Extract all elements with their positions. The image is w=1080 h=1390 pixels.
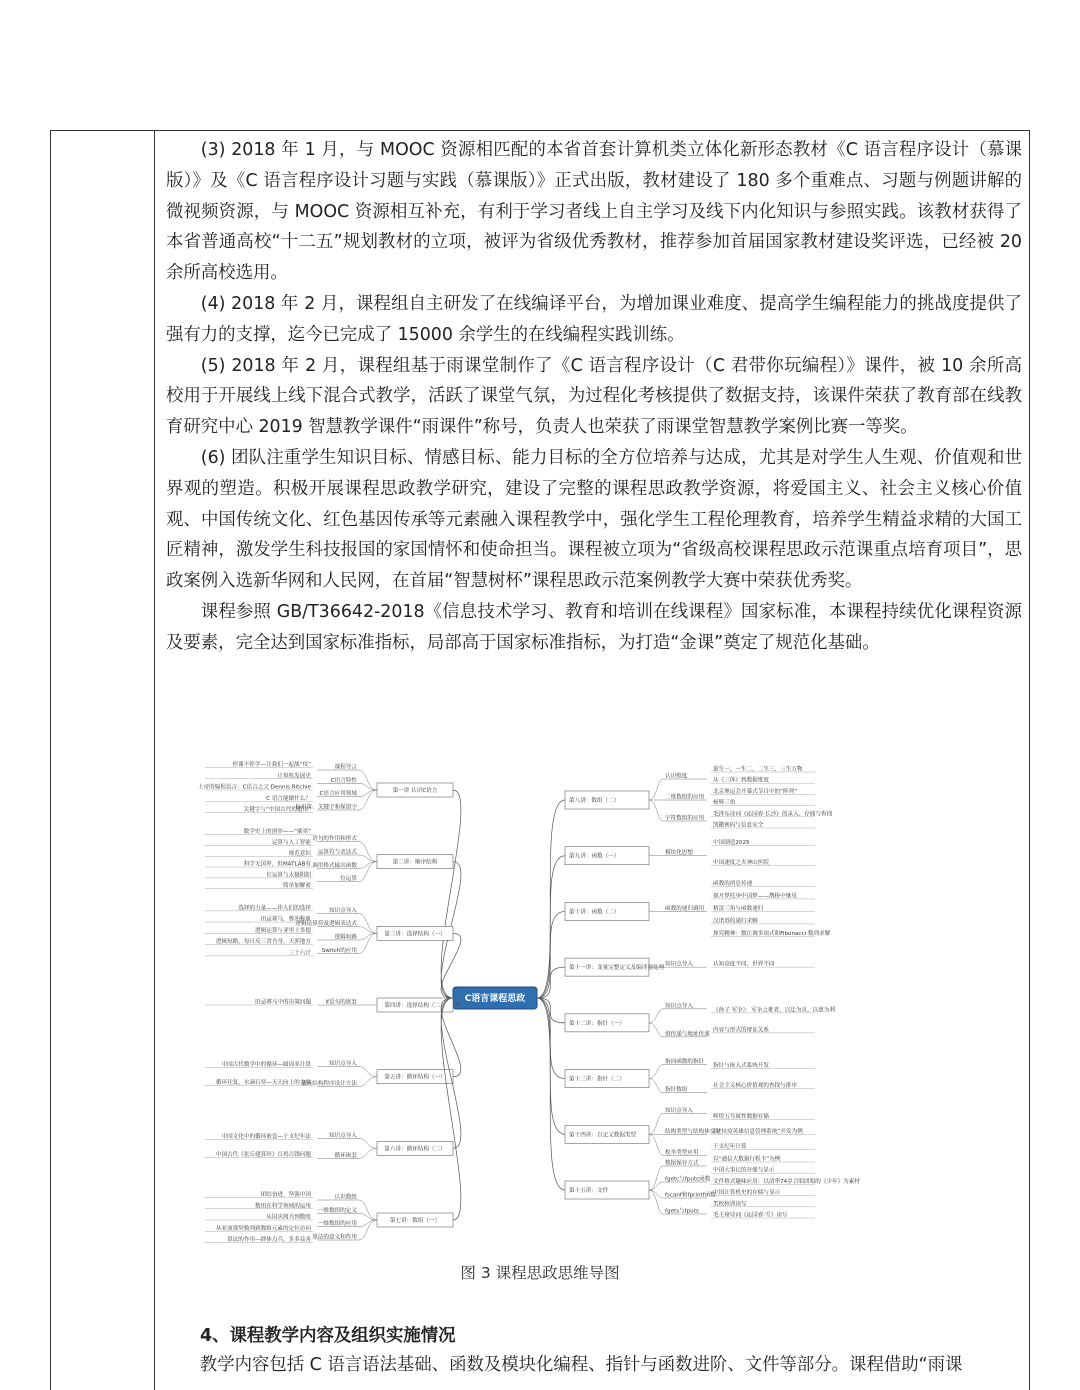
mindmap-note: C 语言能做什么？: [266, 795, 311, 802]
mindmap-topic: 课程导言: [334, 764, 357, 771]
mindmap-note: 探究精神：数让调多项式和Fibonacci 数列求解: [713, 930, 831, 937]
mindmap-topic: C语言特性: [330, 777, 357, 784]
mindmap-topic: 知识点导入: [329, 1132, 357, 1139]
mindmap-note: 从《三体》到数据维度: [713, 777, 769, 784]
mindmap-branch-title: 第一讲 认识C语言: [392, 788, 438, 794]
mindmap-branch-title: 第二讲：顺序结构: [392, 859, 438, 866]
mindmap-branch-title: 第十二讲：指针（一）: [569, 1020, 625, 1027]
mindmap-note: 凯撒密码与信息安全: [713, 822, 764, 829]
mindmap-topic: 位运算: [340, 876, 357, 883]
mindmap-note: 规范意识: [288, 850, 311, 857]
mindmap-link: [359, 783, 377, 790]
mindmap-note: 从亚波那契数列到数组元素的定位访问: [215, 1225, 311, 1232]
mindmap-link: [649, 1190, 663, 1198]
mindmap-topic: 标识符、关键字和保留字: [295, 804, 357, 811]
mindmap-topic: 知识点导入: [329, 1061, 357, 1068]
mindmap-topic: fgetc与fputc函数: [665, 1176, 711, 1183]
mindmap-branch-title: 第四讲：选择结构（二）: [384, 1003, 446, 1009]
mindmap-note: 上帝的编程语言：C语言之父 Dennis Ritchie: [197, 784, 311, 791]
paragraph-5: (5) 2018 年 2 月，课程组基于雨课堂制作了《C 语言程序设计（C 君带你玩编程）》课件，被 10 余所高校用于开展线上线下混合式教学，活跃了课堂气氛，为过程化考核提供了数据支持，该课件荣获了教育部在线教育研究中心 2019 智慧教学课件“雨课件”称号，负责人也荣获了雨课堂智慧教学案例比赛一等奖。: [166, 355, 1022, 438]
mindmap-branch-title: 第六讲：循环结构（二）: [384, 1146, 446, 1153]
mindmap-note: 运算与人工智能: [271, 839, 311, 846]
mindmap-topic: 循环嵌套: [334, 1152, 357, 1159]
mindmap-note: 数组在科学领域的运用: [255, 1203, 311, 1210]
mindmap-topic: 逻辑运算符及逻辑表达式: [295, 921, 357, 928]
mindmap-note: 简单加解密: [283, 883, 311, 890]
mindmap-topic: 枚举类型应用: [665, 1149, 699, 1156]
mindmap-note: 中国制造2025: [713, 840, 750, 847]
mindmap-note: 认知高度不同，世界不同: [713, 961, 775, 968]
mindmap-topic: 模块化思想: [665, 850, 693, 857]
mindmap-link: [537, 998, 565, 1079]
mindmap-link: [649, 800, 663, 821]
mindmap-link: [649, 779, 663, 800]
mindmap-link: [537, 998, 565, 1190]
mindmap-note: 逻辑短路，每日反三省吾身，天涯地方: [215, 939, 311, 946]
mindmap-link: [359, 862, 377, 869]
mindmap-note: 毛主席诗词《沁园春·雪》读写: [713, 1212, 788, 1219]
mindmap-note: 三十六计: [288, 950, 311, 957]
mindmap-link: [537, 911, 565, 998]
mindmap-note: 中国文化中的循环嵌套—干支纪年法: [221, 1133, 311, 1140]
mindmap-topic: 指针数组: [665, 1087, 688, 1094]
mindmap-branch-title: 第八讲：数组（二）: [569, 798, 620, 804]
mindmap-note: 中国古代数学中的循环—圆周率计算: [221, 1062, 311, 1069]
mindmap-branch-title: 第十一讲：变量完整定义及编译预处理: [569, 965, 665, 972]
mindmap-branch-title: 第十三讲：指针（二）: [569, 1076, 625, 1083]
paragraph-4: (4) 2018 年 2 月，课程组自主研发了在线编译平台，为增加课业难度、提高学生编程能力的挑战度提供了强有力的支撑，迄今已完成了 15000 余学生的在线编程实践训练。: [166, 293, 1022, 345]
mindmap-note: 田忌赛马中的决策问题: [255, 999, 311, 1006]
mindmap-topic: 算法的意义和作用: [312, 1234, 357, 1241]
mindmap-link: [649, 1079, 663, 1093]
paragraph-3: (3) 2018 年 1 月，与 MOOC 资源相匹配的本省首套计算机类立体化新形态教材《C 语言程序设计（慕课版）》及《C 语言程序设计习题与实践（慕课版）》正式出版，教材建设了 180 多个重难点、习题与例题讲解的微视频资源，与 MOOC 资源相互补充，有利于学习者线上自主学习及线下内化知识与参照实践。该教材获得了本省普通高校“十二五”规划教材的立项，被评为省级优秀教材，推荐参加首届国家教材建设奖评选，已经被 20 余所高校选用。: [166, 140, 1022, 284]
mindmap-topic: 知识点导入: [665, 1003, 693, 1010]
mindmap-topic: 二维数组的应用: [665, 794, 705, 801]
mindmap-topic: 运算符与表达式: [317, 849, 357, 856]
mindmap-link: [359, 1148, 377, 1158]
mindmap-link: [359, 1077, 377, 1087]
mindmap-link: [537, 800, 565, 998]
mindmap-link: [649, 1182, 663, 1190]
mindmap-note: 团结奋进，坚强中国: [260, 1192, 311, 1198]
mindmap-note: 函数的消息传递: [713, 880, 753, 887]
mindmap-link: [649, 1166, 663, 1190]
mindmap-topic: Switch的应用: [321, 947, 357, 954]
mindmap-link: [649, 1134, 663, 1155]
mindmap-note: 辉煌五号属性数据存储: [713, 1113, 769, 1120]
mindmap-topic: if语句的嵌套: [325, 999, 357, 1006]
mindmap-link: [649, 1023, 663, 1037]
mindmap-topic: fscanf和fprintf函数: [665, 1192, 716, 1199]
mindmap-note: 选择的力量——伟人们的选择: [238, 905, 311, 912]
figure-caption: 图 3 课程思政思维导图: [460, 1264, 620, 1282]
mindmap-topic: 一维数组的定义: [317, 1207, 357, 1214]
mindmap-topic: 逻辑短路: [334, 934, 357, 941]
mindmap-link: [359, 855, 377, 862]
mindmap-note: 文件格式趣味应用：以清华74岁合唱团唱的《少年》为素材: [713, 1178, 860, 1185]
mindmap-topic: 知识点导入: [665, 961, 693, 968]
mindmap-note: 杨辉三角: [713, 800, 736, 807]
mindmap-link: [537, 967, 565, 998]
mindmap-branch-title: 第五讲：循环结构（一）: [384, 1074, 446, 1081]
mindmap-note: 从国庆阅兵到数组: [266, 1214, 311, 1221]
mindmap-topic: 字符数组的应用: [665, 815, 705, 822]
cell-content: [166, 131, 1022, 659]
mindmap-note: 数学史上的创举——“粟率”: [243, 829, 311, 836]
mindmap-note: 格雷三角与函数递归: [713, 905, 764, 912]
mindmap-note: 中国计算机史的存储与显示: [713, 1190, 781, 1197]
mindmap-link: [649, 1065, 663, 1079]
mindmap-note: 中国速度之火神山医院: [713, 860, 769, 867]
mindmap-note: 中国古代《张丘建算经》百鸡百钱问题: [215, 1151, 311, 1158]
section-heading: 4、课程教学内容及组织实施情况: [200, 1326, 456, 1346]
mindmap-branch-title: 第十五讲：文件: [569, 1188, 609, 1194]
mindmap-topic: 认识维度: [665, 773, 688, 780]
mindmap-link: [537, 998, 565, 1023]
mindmap-link: [359, 933, 377, 940]
mindmap-branch-title: 第九讲：函数（一）: [569, 853, 620, 860]
mindmap-link: [537, 856, 565, 998]
mindmap-figure: [165, 740, 860, 1243]
mindmap-note: 内容与形式的辩证关系: [713, 1027, 769, 1034]
mindmap-topic: 调用格式输出函数: [312, 862, 357, 869]
mindmap-topic: 循环结构程序设计方法: [301, 1081, 357, 1088]
mindmap-note: 停课不停学—让我们一起战“疫”: [232, 762, 311, 768]
mindmap-topic: C语言应用领域: [319, 791, 357, 798]
mindmap-topic: 指向函数的指针: [665, 1059, 705, 1066]
mindmap-note: 田忌赛马，曹冲称象: [260, 916, 311, 923]
mindmap-link: [359, 1220, 377, 1227]
mindmap-link: [649, 1190, 663, 1214]
mindmap-center-label: C语言课程思政: [464, 994, 526, 1004]
mindmap-note: 类校校训读写: [713, 1201, 747, 1208]
column-divider: [154, 131, 155, 1390]
mindmap-note: 中国大事记的存储与显示: [713, 1167, 775, 1174]
mindmap-note: 计算机发展史: [277, 773, 311, 780]
mindmap-note: 位运算与太极阴阳: [266, 872, 311, 879]
mindmap-link: [359, 790, 377, 797]
mindmap-note: 关键字与“中国古代的避讳”: [243, 807, 311, 813]
section-paragraph: 教学内容包括 C 语言语法基础、函数及模块化编程、指针与函数进阶、文件等部分。课程借助“雨课: [199, 1355, 963, 1375]
mindmap-topic: 一维数组的应用: [317, 1221, 357, 1228]
mindmap-branch-title: 第七讲：数组（一）: [389, 1218, 441, 1224]
mindmap-topic: 函数的递归调用: [665, 905, 705, 912]
mindmap-note: 北京奥运会开幕式节目中的“阵列”: [713, 788, 798, 795]
mindmap-link: [649, 1113, 663, 1134]
mindmap-topic: 结构类型与结构体变量: [665, 1128, 721, 1135]
mindmap-topic: fgets与fputs: [665, 1208, 699, 1215]
mindmap-topic: 语句的作用和形式: [312, 836, 357, 843]
mindmap-link: [359, 927, 377, 934]
paragraph-6: (6) 团队注重学生知识目标、情感目标、能力目标的全方位培养与达成，尤其是对学生人生观、价值观和世界观的塑造。积极开展课程思政教学研究，建设了完整的课程思政教学资源，将爱国主义、社会主义核心价值观、中国传统文化、红色基因传承等元素融入课程教学中，强化学生工程伦理教育，培养学生精益求精的大国工匠精神，激发学生科技报国的家国情怀和使命担当。课程被立项为“省级高校课程思政示范课重点培育项目”，思政案例入选新华网和人民网，在首届“智慧树杯”课程思政示范案例教学大赛中荣获优秀奖。: [166, 447, 1022, 592]
mindmap-note: 以“抗疫英雄信息管理系统”开发为例: [713, 1128, 803, 1135]
mindmap-note: 算法的作用—群体点兵，多多益善: [227, 1237, 311, 1243]
mindmap-branch-title: 第三讲：选择结构（一）: [384, 931, 446, 938]
mindmap-branch-title: 第十四讲：自定义数据类型: [569, 1132, 637, 1139]
mindmap-note: 探月梦托举中国梦——鹊桥中继星: [713, 893, 797, 900]
mindmap-topic: 知识点导入: [329, 907, 357, 914]
mindmap-link: [649, 1009, 663, 1023]
mindmap-link: [441, 790, 461, 998]
mindmap-note: 科学无国界，但MATLAB有: [243, 861, 311, 868]
mindmap-note: 毛泽东诗词《沁园春·长沙》的录入、存储与查找: [713, 811, 833, 818]
mindmap-link: [359, 1067, 377, 1077]
mindmap-note: 指针与嵌入式系统开发: [713, 1063, 769, 1070]
mindmap-note: 道生一，一生二，二生三，三生万物: [713, 766, 803, 773]
mindmap-topic: 值传递与地址传递: [665, 1031, 710, 1038]
mindmap-branch-title: 第十讲：函数（二）: [569, 909, 620, 916]
mindmap-note: 汉诺塔的递归求解: [713, 918, 758, 925]
mindmap-topic: 知识点导入: [665, 1107, 693, 1114]
mindmap-topic: 数据保存方式: [665, 1160, 699, 1167]
mindmap-note: 逻辑运算与亚里士多德: [255, 927, 311, 934]
mindmap-link: [359, 1213, 377, 1220]
mindmap-note: 干支纪年计算: [713, 1143, 747, 1150]
mindmap-link: [359, 1138, 377, 1148]
mindmap-topic: 认识数组: [334, 1194, 357, 1201]
mindmap-note: 社会主义核心价值观的查找与排序: [713, 1083, 797, 1090]
mindmap-note: 以“通信大数据行程卡”为例: [713, 1156, 781, 1163]
mindmap-note: 《孙子 军争》：军争之难者，以迂为直，以患为利: [713, 1007, 836, 1014]
mindmap-link: [537, 998, 565, 1134]
mindmap-note: 循环往复，水滴石穿—天天向上的力量: [215, 1080, 311, 1087]
paragraph-standard: 课程参照 GB/T36642-2018《信息技术学习、教育和培训在线课程》国家标准，本课程持续优化课程资源及要素，完全达到国家标准指标，局部高于国家标准指标，为打造“金课”奠定了规范化基础。: [166, 601, 1022, 653]
